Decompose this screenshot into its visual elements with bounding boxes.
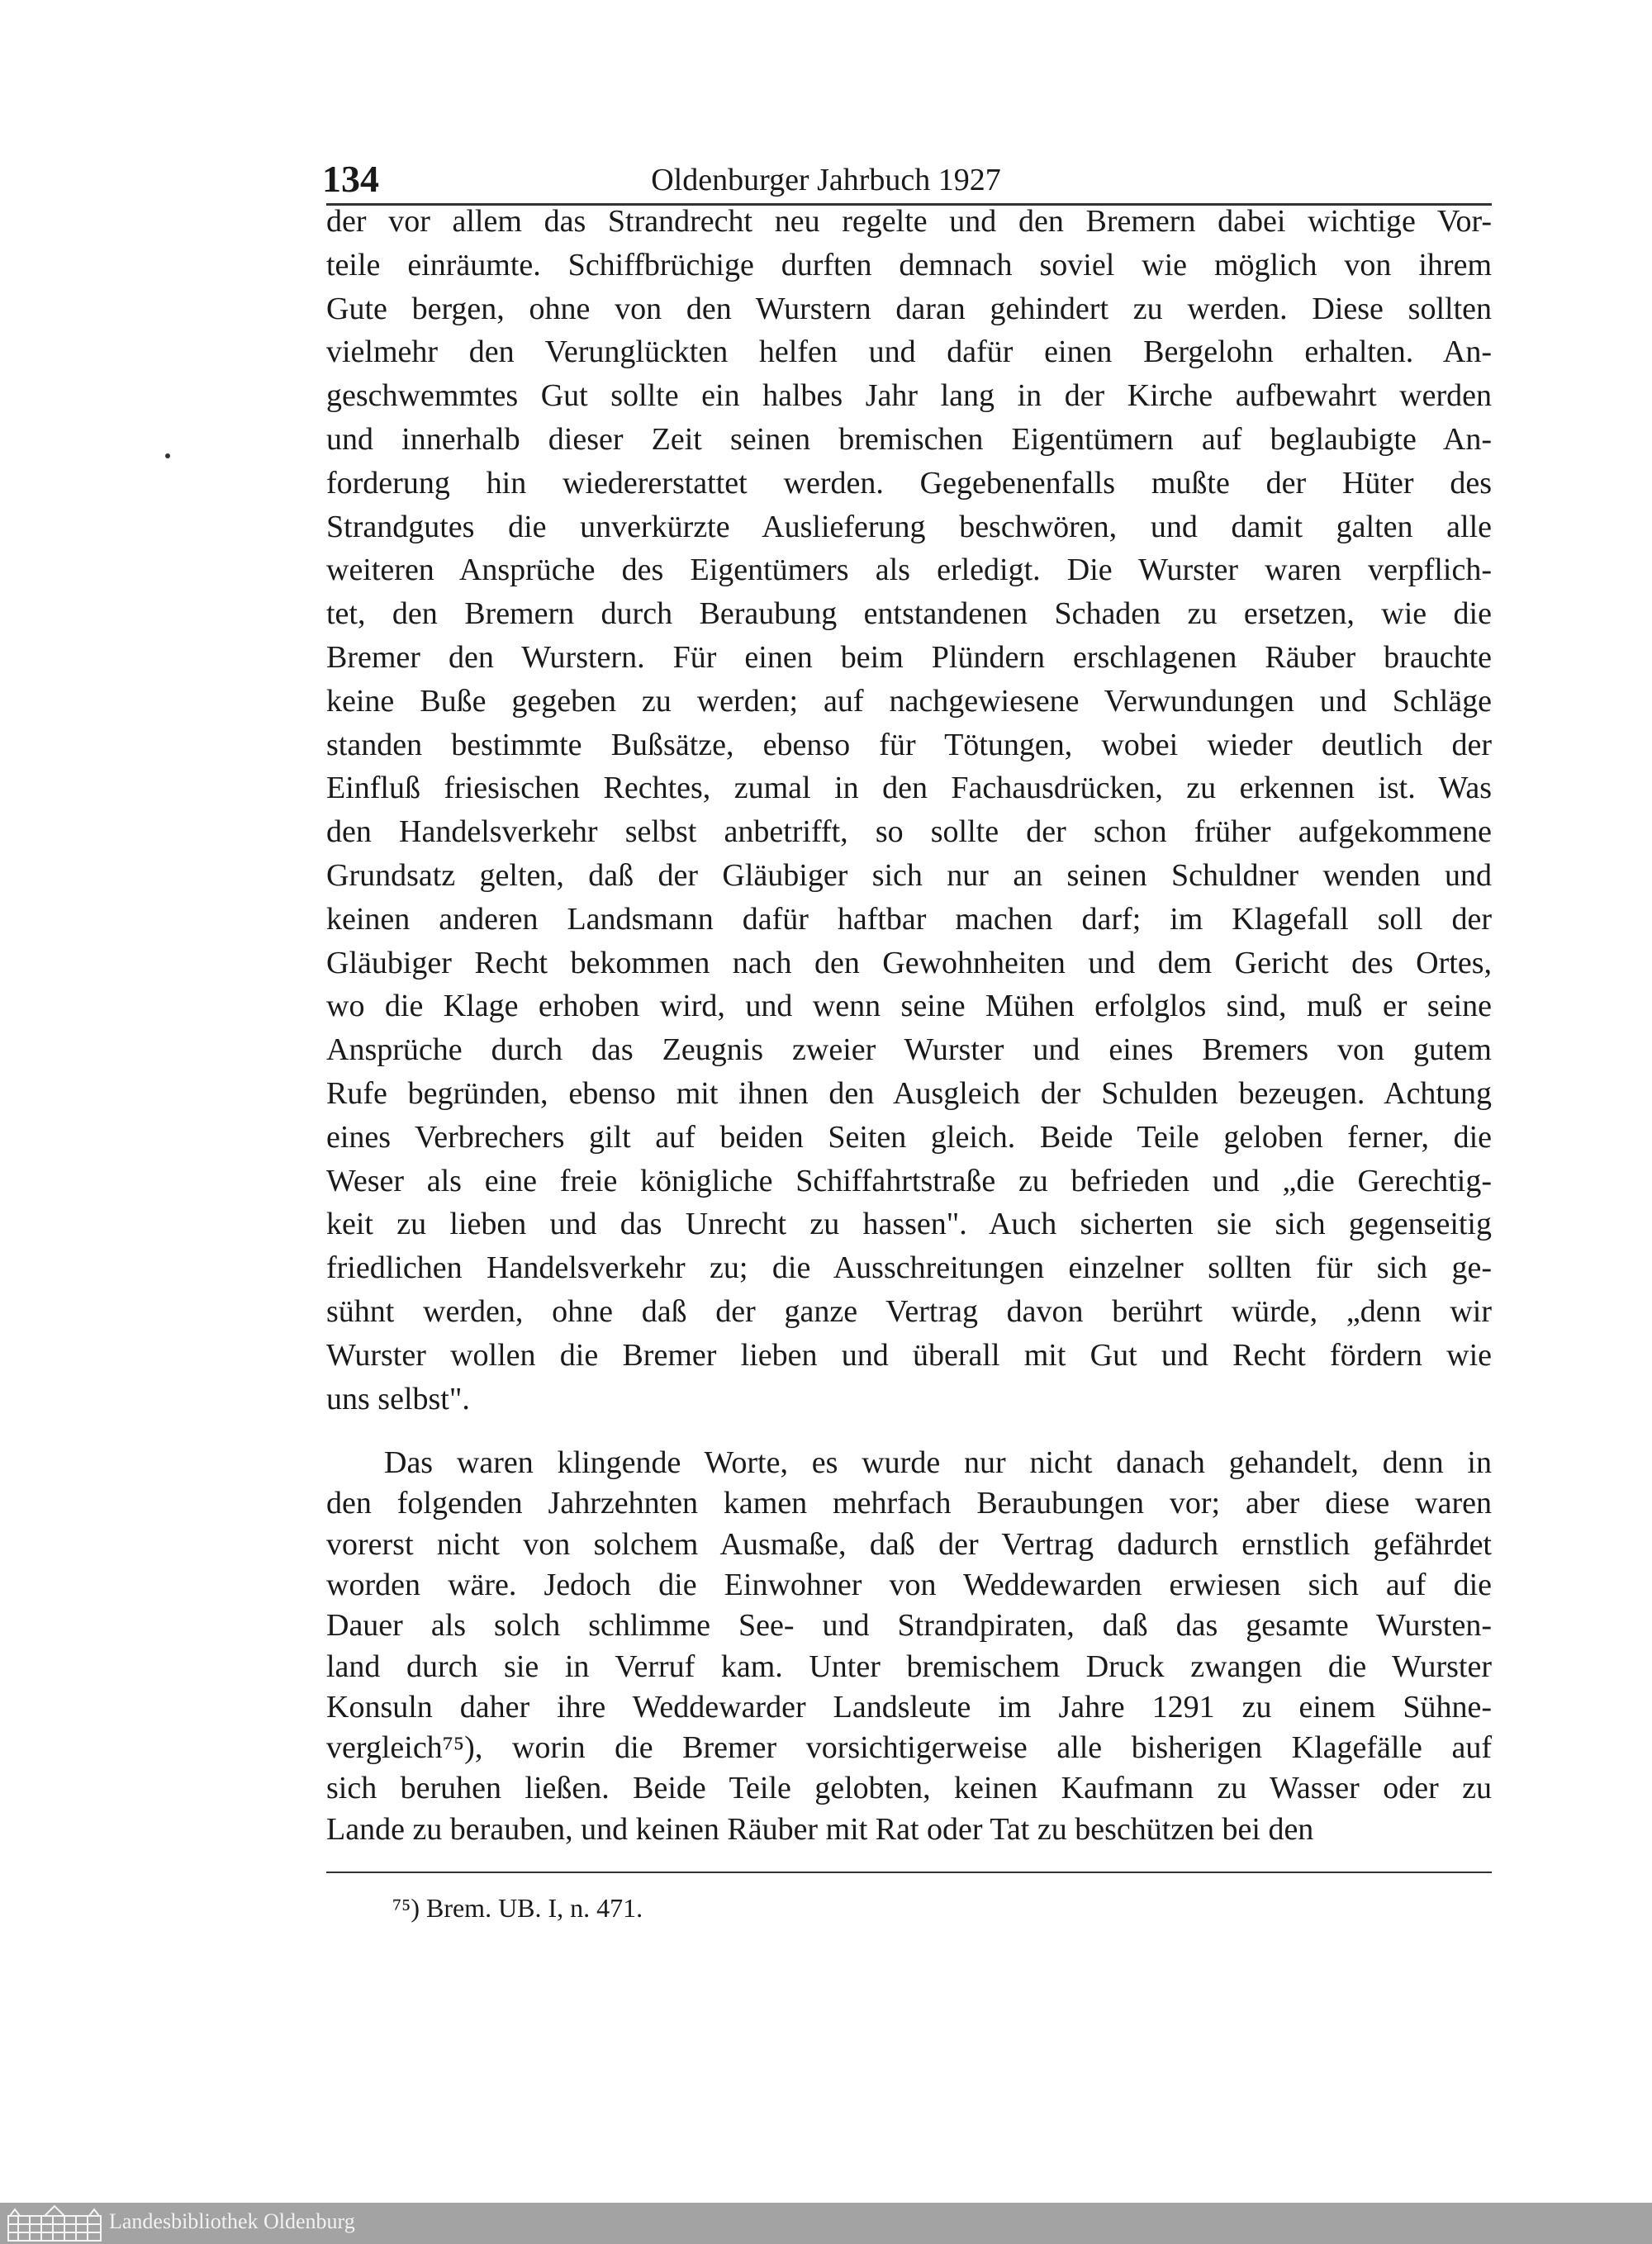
text-line: worden wäre. Jedoch die Einwohner von Weddewarden erwiesen sich auf die [326, 1567, 1492, 1602]
text-line: weiteren Ansprüche des Eigentümers als erledigt. Die Wurster waren verpflich- [326, 553, 1492, 588]
text-line: keinen anderen Landsmann dafür haftbar machen darf; im Klagefall soll der [326, 901, 1492, 937]
text-line: keit zu lieben und das Unrecht zu hassen". Auch sicherten sie sich gegenseitig [326, 1207, 1492, 1242]
library-name: Landesbibliothek Oldenburg [109, 2209, 355, 2233]
text-line: friedlichen Handelsverkehr zu; die Ausschreitungen einzelner sollten für sich ge- [326, 1250, 1492, 1286]
text-line: Strandgutes die unverkürzte Auslieferung beschwören, und damit galten alle [326, 509, 1492, 544]
text-line: den folgenden Jahrzehnten kamen mehrfach Beraubungen vor; aber diese waren [326, 1486, 1492, 1521]
text-line: sich beruhen ließen. Beide Teile gelobten, keinen Kaufmann zu Wasser oder zu [326, 1771, 1492, 1806]
text-line: wo die Klage erhoben wird, und wenn seine Mühen erfolglos sind, muß er seine [326, 989, 1492, 1024]
margin-dot [165, 453, 170, 458]
text-line: Bremer den Wurstern. Für einen beim Plündern erschlagenen Räuber brauchte [326, 640, 1492, 675]
running-title: Oldenburger Jahrbuch 1927 [651, 163, 1001, 197]
text-line: tet, den Bremern durch Beraubung entstandenen Schaden zu ersetzen, wie die [326, 596, 1492, 632]
text-line: forderung hin wiedererstattet werden. Gegebenenfalls mußte der Hüter des [326, 465, 1492, 501]
text-line: der vor allem das Strandrecht neu regelte und den Bremern dabei wichtige Vor- [326, 204, 1492, 239]
text-line: keine Buße gegeben zu werden; auf nachgewiesene Verwundungen und Schläge [326, 683, 1492, 719]
text-line: eines Verbrechers gilt auf beiden Seiten gleich. Beide Teile geloben ferner, die [326, 1119, 1492, 1155]
text-line: und innerhalb dieser Zeit seinen bremischen Eigentümern auf beglaubigte An- [326, 422, 1492, 457]
text-line: Lande zu berauben, und keinen Räuber mit Rat oder Tat zu beschützen bei den [326, 1811, 1314, 1847]
text-line: Konsuln daher ihre Weddewarder Landsleute im Jahre 1291 zu einem Sühne- [326, 1689, 1492, 1725]
text-line: sühnt werden, ohne daß der ganze Vertrag davon berührt würde, „denn wir [326, 1294, 1492, 1329]
text-line: Grundsatz gelten, daß der Gläubiger sich nur an seinen Schuldner wenden und [326, 858, 1492, 893]
text-line: vorerst nicht von solchem Ausmaße, daß der Vertrag dadurch ernstlich gefährdet [326, 1526, 1492, 1562]
text-line: Wurster wollen die Bremer lieben und überall mit Gut und Recht fördern wie [326, 1337, 1492, 1373]
text-line: geschwemmtes Gut sollte ein halbes Jahr lang in der Kirche aufbewahrt werden [326, 378, 1492, 414]
text-line: Dauer als solch schlimme See- und Strandpiraten, daß das gesamte Wursten- [326, 1608, 1492, 1644]
text-line: Gläubiger Recht bekommen nach den Gewohnheiten und dem Gericht des Ortes, [326, 945, 1492, 980]
text-line: land durch sie in Verruf kam. Unter bremischem Druck zwangen die Wurster [326, 1649, 1492, 1684]
text-line: Rufe begründen, ebenso mit ihnen den Ausgleich der Schulden bezeugen. Achtung [326, 1076, 1492, 1111]
text-line: uns selbst". [326, 1381, 470, 1416]
footnote-rule [326, 1872, 1492, 1873]
text-line: Gute bergen, ohne von den Wurstern daran gehindert zu werden. Diese sollten [326, 291, 1492, 326]
footnote: ⁷⁵) Brem. UB. I, n. 471. [392, 1893, 643, 1923]
text-line: Weser als eine freie königliche Schiffahrtstraße zu befrieden und „die Gerechtig- [326, 1163, 1492, 1198]
text-line: den Handelsverkehr selbst anbetrifft, so sollte der schon früher aufgekommene [326, 814, 1492, 850]
text-line: standen bestimmte Bußsätze, ebenso für Tötungen, wobei wieder deutlich der [326, 727, 1492, 762]
library-building-icon [5, 2203, 104, 2242]
text-line: Ansprüche durch das Zeugnis zweier Wurster und eines Bremers von gutem [326, 1032, 1492, 1068]
text-line: vielmehr den Verunglückten helfen und dafür einen Bergelohn erhalten. An- [326, 334, 1492, 370]
text-line: Einfluß friesischen Rechtes, zumal in den Fachausdrücken, zu erkennen ist. Was [326, 771, 1492, 806]
page-number: 134 [322, 158, 379, 200]
text-line: vergleich⁷⁵), worin die Bremer vorsichtigerweise alle bisherigen Klagefälle auf [326, 1730, 1492, 1766]
text-line: teile einräumte. Schiffbrüchige durften demnach soviel wie möglich von ihrem [326, 247, 1492, 282]
footer-bar [0, 2203, 1652, 2244]
text-line: Das waren klingende Worte, es wurde nur nicht danach gehandelt, denn in [384, 1445, 1492, 1480]
